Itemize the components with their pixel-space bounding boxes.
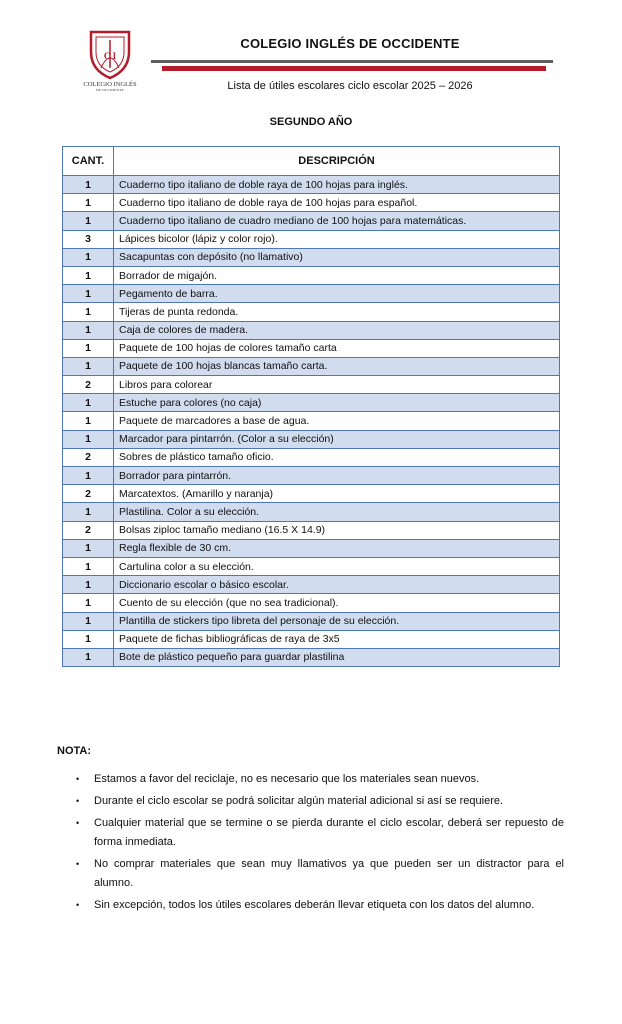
quantity-cell: 1 — [63, 394, 114, 412]
note-text: No comprar materiales que sean muy llamativos ya que pueden ser un distractor para el alumno. — [94, 858, 564, 889]
description-cell: Sobres de plástico tamaño oficio. — [114, 448, 560, 466]
notes-title: NOTA: — [57, 745, 92, 757]
quantity-cell: 1 — [63, 557, 114, 575]
description-cell: Bote de plástico pequeño para guardar plastilina — [114, 648, 560, 666]
quantity-cell: 2 — [63, 376, 114, 394]
logo-name: COLEGIO INGLÉS — [83, 81, 137, 88]
note-item — [76, 792, 564, 811]
note-text: Cualquier material que se termine o se pierda durante el ciclo escolar, deberá ser repuesto de forma inmediata. — [94, 817, 564, 848]
table-row — [63, 194, 560, 212]
description-cell: Tijeras de punta redonda. — [114, 303, 560, 321]
bullet-icon: • — [76, 859, 80, 869]
table-row — [63, 557, 560, 575]
description-cell: Caja de colores de madera. — [114, 321, 560, 339]
bullet-icon: • — [76, 818, 80, 828]
quantity-cell: 3 — [63, 230, 114, 248]
table-row — [63, 430, 560, 448]
school-logo — [78, 28, 142, 96]
quantity-cell: 1 — [63, 430, 114, 448]
quantity-cell: 1 — [63, 212, 114, 230]
table-row — [63, 248, 560, 266]
quantity-cell: 2 — [63, 521, 114, 539]
quantity-cell: 1 — [63, 648, 114, 666]
description-cell: Estuche para colores (no caja) — [114, 394, 560, 412]
table-row — [63, 285, 560, 303]
table-row — [63, 485, 560, 503]
quantity-cell: 1 — [63, 303, 114, 321]
note-text: Durante el ciclo escolar se podrá solicitar algún material adicional si así se requiere. — [94, 795, 504, 807]
description-cell: Borrador para pintarrón. — [114, 467, 560, 485]
quantity-cell: 1 — [63, 176, 114, 194]
description-cell: Paquete de 100 hojas de colores tamaño carta — [114, 339, 560, 357]
table-row — [63, 212, 560, 230]
description-cell: Regla flexible de 30 cm. — [114, 539, 560, 557]
table-row — [63, 594, 560, 612]
description-cell: Paquete de 100 hojas blancas tamaño carta. — [114, 357, 560, 375]
note-item — [76, 855, 564, 893]
quantity-cell: 1 — [63, 612, 114, 630]
bullet-icon: • — [76, 900, 80, 910]
description-cell: Paquete de fichas bibliográficas de raya de 3x5 — [114, 630, 560, 648]
grade-title: SEGUNDO AÑO — [269, 116, 353, 128]
school-name: COLEGIO INGLÉS DE OCCIDENTE — [240, 36, 460, 51]
header-rule-gray — [151, 60, 553, 63]
quantity-cell: 1 — [63, 339, 114, 357]
description-cell: Lápices bicolor (lápiz y color rojo). — [114, 230, 560, 248]
table-row — [63, 467, 560, 485]
quantity-cell: 1 — [63, 266, 114, 284]
description-cell: Cuento de su elección (que no sea tradicional). — [114, 594, 560, 612]
quantity-cell: 1 — [63, 194, 114, 212]
quantity-cell: 1 — [63, 412, 114, 430]
table-row — [63, 448, 560, 466]
quantity-cell: 1 — [63, 357, 114, 375]
description-cell: Plantilla de stickers tipo libreta del personaje de su elección. — [114, 612, 560, 630]
description-cell: Cuaderno tipo italiano de cuadro mediano de 100 hojas para matemáticas. — [114, 212, 560, 230]
table-row — [63, 521, 560, 539]
description-cell: Marcatextos. (Amarillo y naranja) — [114, 485, 560, 503]
description-cell: Plastilina. Color a su elección. — [114, 503, 560, 521]
table-row — [63, 394, 560, 412]
table-header-row — [63, 147, 560, 176]
header-rule-red — [162, 66, 546, 71]
logo-letters: C I — [103, 51, 117, 61]
column-header-qty: CANT. — [63, 147, 114, 176]
quantity-cell: 1 — [63, 467, 114, 485]
quantity-cell: 1 — [63, 594, 114, 612]
note-item — [76, 814, 564, 852]
description-cell: Cartulina color a su elección. — [114, 557, 560, 575]
table-row — [63, 630, 560, 648]
bullet-icon: • — [76, 774, 80, 784]
table-row — [63, 539, 560, 557]
description-cell: Paquete de marcadores a base de agua. — [114, 412, 560, 430]
supplies-table — [62, 146, 560, 667]
note-text: Sin excepción, todos los útiles escolares deberán llevar etiqueta con los datos del alumno. — [94, 899, 535, 911]
bullet-icon: • — [76, 796, 80, 806]
logo-wordmark — [78, 81, 142, 92]
logo-subname: DE OCCIDENTE — [96, 88, 124, 92]
note-item — [76, 896, 564, 915]
note-text: Estamos a favor del reciclaje, no es necesario que los materiales sean nuevos. — [94, 773, 480, 785]
quantity-cell: 1 — [63, 321, 114, 339]
quantity-cell: 1 — [63, 630, 114, 648]
quantity-cell: 1 — [63, 285, 114, 303]
table-row — [63, 321, 560, 339]
quantity-cell: 1 — [63, 248, 114, 266]
table-row — [63, 230, 560, 248]
notes-list — [76, 770, 564, 918]
table-row — [63, 648, 560, 666]
table-row — [63, 266, 560, 284]
table-row — [63, 412, 560, 430]
description-cell: Sacapuntas con depósito (no llamativo) — [114, 248, 560, 266]
list-subtitle: Lista de útiles escolares ciclo escolar 2025 – 2026 — [227, 80, 473, 92]
quantity-cell: 1 — [63, 576, 114, 594]
column-header-description: DESCRIPCIÓN — [114, 147, 560, 176]
table-row — [63, 339, 560, 357]
description-cell: Borrador de migajón. — [114, 266, 560, 284]
description-cell: Marcador para pintarrón. (Color a su elección) — [114, 430, 560, 448]
quantity-cell: 2 — [63, 448, 114, 466]
shield-crest-icon — [85, 28, 135, 80]
quantity-cell: 2 — [63, 485, 114, 503]
table-row — [63, 376, 560, 394]
note-item — [76, 770, 564, 789]
quantity-cell: 1 — [63, 539, 114, 557]
table-row — [63, 612, 560, 630]
table-row — [63, 303, 560, 321]
description-cell: Diccionario escolar o básico escolar. — [114, 576, 560, 594]
description-cell: Cuaderno tipo italiano de doble raya de 100 hojas para inglés. — [114, 176, 560, 194]
quantity-cell: 1 — [63, 503, 114, 521]
description-cell: Pegamento de barra. — [114, 285, 560, 303]
table-row — [63, 176, 560, 194]
description-cell: Bolsas ziploc tamaño mediano (16.5 X 14.9) — [114, 521, 560, 539]
table-row — [63, 576, 560, 594]
table-row — [63, 503, 560, 521]
table-row — [63, 357, 560, 375]
description-cell: Libros para colorear — [114, 376, 560, 394]
description-cell: Cuaderno tipo italiano de doble raya de 100 hojas para español. — [114, 194, 560, 212]
